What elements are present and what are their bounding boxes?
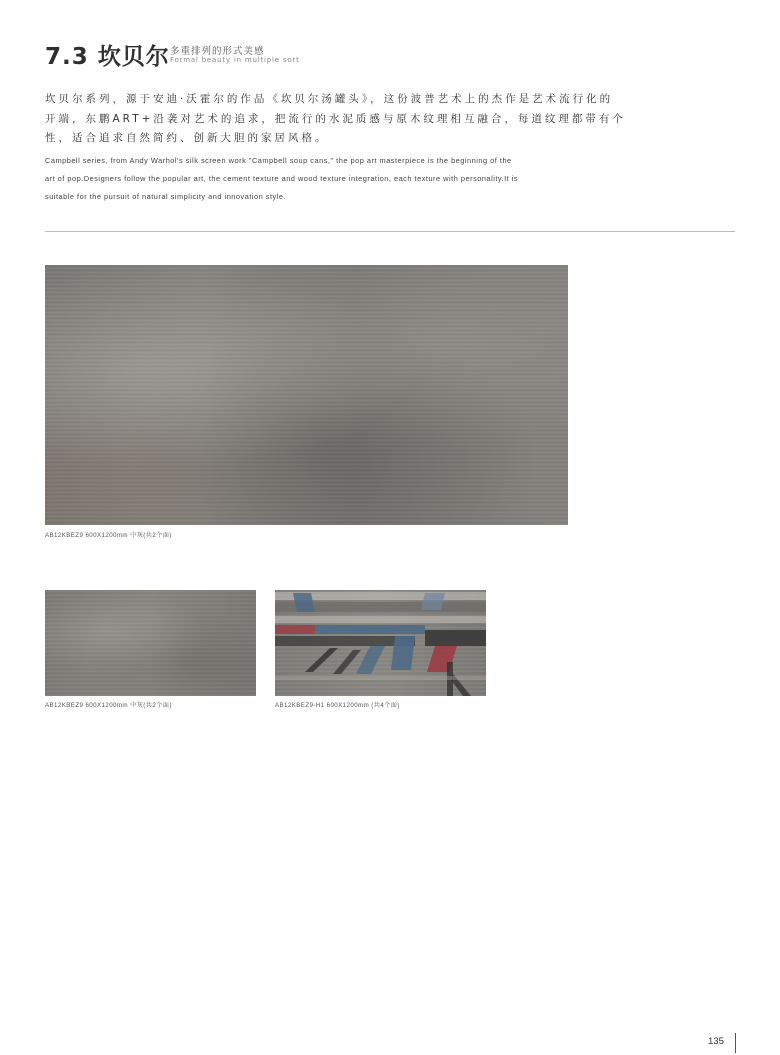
stripe-pattern-graphic [275,590,486,696]
intro-english-line: suitable for the pursuit of natural simplicity and innovation style. [45,192,287,201]
product-image-large-gray-tile [45,265,568,525]
subtitle-chinese: 多重排列的形式美感 [170,46,265,57]
intro-english-paragraph [45,152,600,206]
intro-english-line: Campbell series, from Andy Warhol's silk screen work "Campbell soup cans," the pop art masterpiece is the beginning of the [45,156,512,165]
intro-chinese-paragraph [45,90,626,149]
product-image-pattern-tile [275,590,486,696]
product-caption: AB12KBEZ9-H1 600X1200mm (共4个面) [275,702,400,709]
product-caption: AB12KBEZ9 600X1200mm 中灰(共2个面) [45,702,172,709]
subtitle-english: Formal beauty in multiple sort [170,56,300,64]
section-divider [45,231,735,232]
intro-chinese-line: 开端，东鹏ART+沿袭对艺术的追求，把流行的水泥质感与原木纹理相互融合，每道纹理都带有个 [45,112,626,125]
intro-chinese-line: 性，适合追求自然简约、创新大胆的家居风格。 [45,132,329,144]
page-title: 7.3 坎贝尔 [45,44,170,70]
product-caption: AB12KBEZ9 600X1200mm 中灰(共2个面) [45,532,172,539]
page-number: 135 [708,1036,724,1047]
product-image-gray-tile [45,590,256,696]
intro-english-line: art of pop.Designers follow the popular art, the cement texture and wood texture integration, each texture with personality.It is [45,174,519,183]
intro-chinese-line: 坎贝尔系列，源于安迪·沃霍尔的作品《坎贝尔汤罐头》，这份波普艺术上的杰作是艺术流行化的 [45,93,614,105]
page-number-rule [735,1033,736,1053]
